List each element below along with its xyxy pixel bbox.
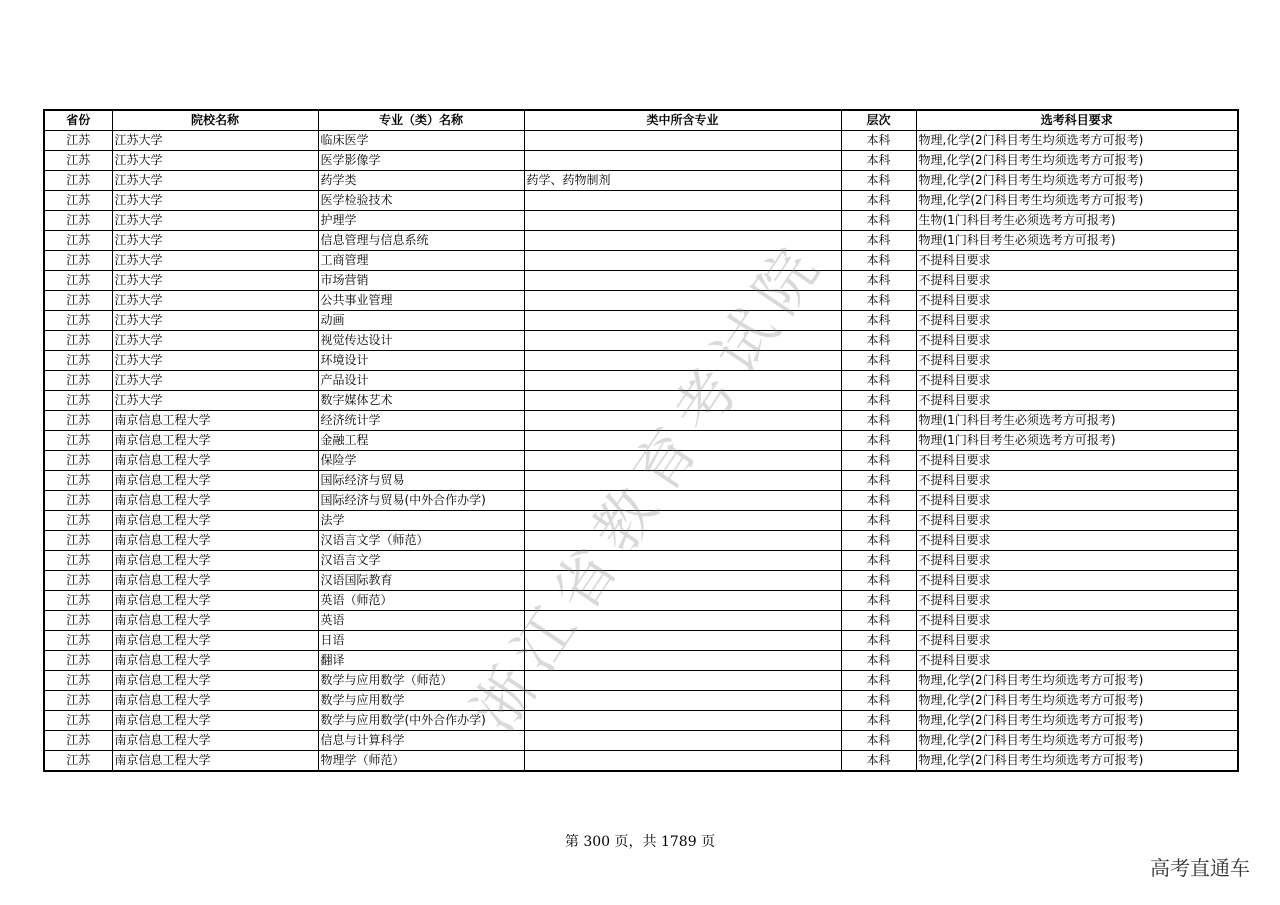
cell-subject-req: 不提科目要求: [916, 311, 1238, 331]
cell-province: 江苏: [44, 291, 112, 311]
header-province: 省份: [44, 110, 112, 131]
cell-school: 南京信息工程大学: [112, 651, 318, 671]
cell-major: 英语（师范）: [318, 591, 524, 611]
table-row: [44, 531, 1238, 551]
page-number: 第 300 页，共 1789 页: [564, 834, 716, 850]
cell-level: 本科: [841, 311, 916, 331]
cell-level: 本科: [841, 351, 916, 371]
cell-province: 江苏: [44, 171, 112, 191]
table-row: [44, 571, 1238, 591]
table-row: [44, 391, 1238, 411]
cell-school: 南京信息工程大学: [112, 611, 318, 631]
cell-major: 医学影像学: [318, 151, 524, 171]
cell-major: 产品设计: [318, 371, 524, 391]
cell-subject-req: 不提科目要求: [916, 251, 1238, 271]
cell-major: 金融工程: [318, 431, 524, 451]
cell-province: 江苏: [44, 711, 112, 731]
cell-level: 本科: [841, 571, 916, 591]
cell-sub-majors: [524, 451, 841, 471]
header-major: 专业（类）名称: [318, 110, 524, 131]
cell-sub-majors: [524, 391, 841, 411]
cell-subject-req: 物理,化学(2门科目考生均须选考方可报考): [916, 671, 1238, 691]
cell-subject-req: 不提科目要求: [916, 491, 1238, 511]
cell-sub-majors: [524, 711, 841, 731]
cell-subject-req: 物理,化学(2门科目考生均须选考方可报考): [916, 691, 1238, 711]
cell-subject-req: 不提科目要求: [916, 291, 1238, 311]
header-sub-majors: 类中所含专业: [524, 110, 841, 131]
cell-level: 本科: [841, 651, 916, 671]
cell-sub-majors: [524, 191, 841, 211]
cell-level: 本科: [841, 391, 916, 411]
cell-level: 本科: [841, 211, 916, 231]
cell-major: 国际经济与贸易: [318, 471, 524, 491]
cell-major: 临床医学: [318, 131, 524, 151]
table-row: [44, 731, 1238, 751]
cell-subject-req: 不提科目要求: [916, 451, 1238, 471]
cell-major: 汉语言文学: [318, 551, 524, 571]
cell-school: 江苏大学: [112, 151, 318, 171]
cell-school: 江苏大学: [112, 191, 318, 211]
cell-major: 数字媒体艺术: [318, 391, 524, 411]
cell-subject-req: 物理,化学(2门科目考生均须选考方可报考): [916, 171, 1238, 191]
cell-province: 江苏: [44, 151, 112, 171]
cell-school: 江苏大学: [112, 391, 318, 411]
cell-sub-majors: [524, 631, 841, 651]
cell-sub-majors: [524, 131, 841, 151]
table-row: [44, 511, 1238, 531]
cell-province: 江苏: [44, 691, 112, 711]
cell-school: 南京信息工程大学: [112, 411, 318, 431]
table-row: [44, 431, 1238, 451]
cell-school: 江苏大学: [112, 331, 318, 351]
cell-sub-majors: [524, 311, 841, 331]
cell-school: 江苏大学: [112, 251, 318, 271]
cell-major: 环境设计: [318, 351, 524, 371]
cell-school: 南京信息工程大学: [112, 691, 318, 711]
cell-subject-req: 不提科目要求: [916, 631, 1238, 651]
cell-province: 江苏: [44, 571, 112, 591]
cell-sub-majors: [524, 671, 841, 691]
cell-subject-req: 不提科目要求: [916, 591, 1238, 611]
cell-level: 本科: [841, 611, 916, 631]
cell-sub-majors: [524, 491, 841, 511]
table-row: [44, 591, 1238, 611]
cell-subject-req: 物理,化学(2门科目考生均须选考方可报考): [916, 711, 1238, 731]
cell-sub-majors: [524, 431, 841, 451]
cell-major: 公共事业管理: [318, 291, 524, 311]
cell-province: 江苏: [44, 411, 112, 431]
cell-sub-majors: [524, 611, 841, 631]
cell-level: 本科: [841, 451, 916, 471]
cell-sub-majors: 药学、药物制剂: [524, 171, 841, 191]
cell-level: 本科: [841, 331, 916, 351]
table-row: [44, 271, 1238, 291]
cell-level: 本科: [841, 411, 916, 431]
cell-subject-req: 不提科目要求: [916, 651, 1238, 671]
table-row: [44, 171, 1238, 191]
header-school: 院校名称: [112, 110, 318, 131]
cell-major: 动画: [318, 311, 524, 331]
cell-major: 英语: [318, 611, 524, 631]
cell-subject-req: 物理,化学(2门科目考生均须选考方可报考): [916, 131, 1238, 151]
table-row: [44, 491, 1238, 511]
cell-subject-req: 不提科目要求: [916, 271, 1238, 291]
cell-school: 南京信息工程大学: [112, 471, 318, 491]
cell-level: 本科: [841, 551, 916, 571]
cell-school: 江苏大学: [112, 271, 318, 291]
cell-school: 南京信息工程大学: [112, 631, 318, 651]
cell-major: 汉语言文学（师范）: [318, 531, 524, 551]
cell-sub-majors: [524, 691, 841, 711]
cell-province: 江苏: [44, 591, 112, 611]
cell-province: 江苏: [44, 331, 112, 351]
cell-level: 本科: [841, 531, 916, 551]
cell-subject-req: 不提科目要求: [916, 371, 1238, 391]
cell-province: 江苏: [44, 651, 112, 671]
cell-level: 本科: [841, 751, 916, 772]
cell-province: 江苏: [44, 511, 112, 531]
cell-school: 江苏大学: [112, 131, 318, 151]
table-row: [44, 751, 1238, 772]
cell-sub-majors: [524, 471, 841, 491]
table-row: [44, 351, 1238, 371]
cell-province: 江苏: [44, 191, 112, 211]
cell-level: 本科: [841, 131, 916, 151]
cell-school: 江苏大学: [112, 371, 318, 391]
cell-subject-req: 物理,化学(2门科目考生均须选考方可报考): [916, 191, 1238, 211]
cell-major: 市场营销: [318, 271, 524, 291]
cell-school: 南京信息工程大学: [112, 591, 318, 611]
cell-province: 江苏: [44, 631, 112, 651]
table-header-row: [44, 110, 1238, 131]
cell-major: 汉语国际教育: [318, 571, 524, 591]
cell-province: 江苏: [44, 751, 112, 772]
cell-level: 本科: [841, 491, 916, 511]
cell-major: 数学与应用数学（师范）: [318, 671, 524, 691]
table-row: [44, 191, 1238, 211]
cell-sub-majors: [524, 371, 841, 391]
cell-level: 本科: [841, 271, 916, 291]
cell-subject-req: 生物(1门科目考生必须选考方可报考): [916, 211, 1238, 231]
cell-school: 南京信息工程大学: [112, 531, 318, 551]
cell-major: 国际经济与贸易(中外合作办学): [318, 491, 524, 511]
cell-level: 本科: [841, 431, 916, 451]
watermark-text: 浙江省教育考试院: [459, 227, 840, 745]
cell-subject-req: 不提科目要求: [916, 531, 1238, 551]
cell-province: 江苏: [44, 671, 112, 691]
cell-sub-majors: [524, 331, 841, 351]
cell-province: 江苏: [44, 271, 112, 291]
cell-province: 江苏: [44, 391, 112, 411]
cell-province: 江苏: [44, 731, 112, 751]
cell-sub-majors: [524, 271, 841, 291]
cell-sub-majors: [524, 731, 841, 751]
cell-major: 医学检验技术: [318, 191, 524, 211]
cell-major: 经济统计学: [318, 411, 524, 431]
cell-level: 本科: [841, 631, 916, 651]
cell-school: 江苏大学: [112, 171, 318, 191]
header-level: 层次: [841, 110, 916, 131]
table-row: [44, 311, 1238, 331]
cell-level: 本科: [841, 371, 916, 391]
table-row: [44, 411, 1238, 431]
cell-level: 本科: [841, 591, 916, 611]
cell-school: 南京信息工程大学: [112, 711, 318, 731]
cell-sub-majors: [524, 231, 841, 251]
cell-province: 江苏: [44, 491, 112, 511]
cell-sub-majors: [524, 591, 841, 611]
table-row: [44, 471, 1238, 491]
cell-level: 本科: [841, 711, 916, 731]
cell-subject-req: 不提科目要求: [916, 331, 1238, 351]
cell-province: 江苏: [44, 311, 112, 331]
cell-subject-req: 不提科目要求: [916, 471, 1238, 491]
table-row: [44, 631, 1238, 651]
cell-level: 本科: [841, 731, 916, 751]
brand-label: 高考直通车: [1150, 856, 1250, 880]
cell-level: 本科: [841, 511, 916, 531]
cell-sub-majors: [524, 511, 841, 531]
cell-major: 信息与计算科学: [318, 731, 524, 751]
table-row: [44, 711, 1238, 731]
cell-school: 江苏大学: [112, 211, 318, 231]
cell-school: 南京信息工程大学: [112, 571, 318, 591]
cell-province: 江苏: [44, 211, 112, 231]
cell-school: 南京信息工程大学: [112, 751, 318, 772]
table-row: [44, 551, 1238, 571]
cell-subject-req: 物理,化学(2门科目考生均须选考方可报考): [916, 751, 1238, 772]
cell-school: 南京信息工程大学: [112, 671, 318, 691]
cell-subject-req: 不提科目要求: [916, 511, 1238, 531]
cell-subject-req: 物理(1门科目考生必须选考方可报考): [916, 231, 1238, 251]
cell-sub-majors: [524, 151, 841, 171]
cell-school: 南京信息工程大学: [112, 511, 318, 531]
cell-sub-majors: [524, 531, 841, 551]
cell-level: 本科: [841, 671, 916, 691]
cell-major: 信息管理与信息系统: [318, 231, 524, 251]
cell-subject-req: 物理(1门科目考生必须选考方可报考): [916, 411, 1238, 431]
table-body: [44, 131, 1238, 772]
cell-sub-majors: [524, 571, 841, 591]
table-row: [44, 331, 1238, 351]
cell-subject-req: 不提科目要求: [916, 551, 1238, 571]
cell-province: 江苏: [44, 531, 112, 551]
cell-province: 江苏: [44, 231, 112, 251]
cell-school: 南京信息工程大学: [112, 431, 318, 451]
cell-sub-majors: [524, 751, 841, 772]
table-row: [44, 451, 1238, 471]
cell-level: 本科: [841, 471, 916, 491]
cell-major: 日语: [318, 631, 524, 651]
cell-level: 本科: [841, 291, 916, 311]
cell-level: 本科: [841, 171, 916, 191]
cell-major: 翻译: [318, 651, 524, 671]
table-row: [44, 291, 1238, 311]
cell-major: 工商管理: [318, 251, 524, 271]
cell-school: 江苏大学: [112, 231, 318, 251]
cell-province: 江苏: [44, 371, 112, 391]
cell-school: 江苏大学: [112, 311, 318, 331]
cell-sub-majors: [524, 551, 841, 571]
cell-subject-req: 物理,化学(2门科目考生均须选考方可报考): [916, 151, 1238, 171]
cell-school: 江苏大学: [112, 291, 318, 311]
cell-level: 本科: [841, 231, 916, 251]
cell-major: 保险学: [318, 451, 524, 471]
header-subject-req: 选考科目要求: [916, 110, 1238, 131]
cell-subject-req: 不提科目要求: [916, 571, 1238, 591]
table-row: [44, 671, 1238, 691]
table-row: [44, 151, 1238, 171]
table-row: [44, 231, 1238, 251]
table-row: [44, 371, 1238, 391]
cell-province: 江苏: [44, 351, 112, 371]
cell-sub-majors: [524, 251, 841, 271]
table-row: [44, 211, 1238, 231]
admission-requirements-table: [43, 109, 1239, 772]
cell-province: 江苏: [44, 471, 112, 491]
table-row: [44, 251, 1238, 271]
cell-school: 南京信息工程大学: [112, 551, 318, 571]
cell-sub-majors: [524, 351, 841, 371]
cell-sub-majors: [524, 291, 841, 311]
cell-province: 江苏: [44, 431, 112, 451]
cell-sub-majors: [524, 211, 841, 231]
cell-province: 江苏: [44, 611, 112, 631]
cell-level: 本科: [841, 191, 916, 211]
cell-province: 江苏: [44, 451, 112, 471]
cell-province: 江苏: [44, 251, 112, 271]
cell-school: 南京信息工程大学: [112, 491, 318, 511]
cell-province: 江苏: [44, 551, 112, 571]
cell-subject-req: 不提科目要求: [916, 351, 1238, 371]
cell-major: 药学类: [318, 171, 524, 191]
cell-level: 本科: [841, 691, 916, 711]
table-row: [44, 651, 1238, 671]
cell-subject-req: 不提科目要求: [916, 611, 1238, 631]
cell-major: 数学与应用数学(中外合作办学): [318, 711, 524, 731]
cell-province: 江苏: [44, 131, 112, 151]
cell-major: 法学: [318, 511, 524, 531]
cell-subject-req: 不提科目要求: [916, 391, 1238, 411]
cell-major: 物理学（师范）: [318, 751, 524, 772]
cell-subject-req: 物理(1门科目考生必须选考方可报考): [916, 431, 1238, 451]
cell-school: 南京信息工程大学: [112, 731, 318, 751]
cell-school: 江苏大学: [112, 351, 318, 371]
cell-level: 本科: [841, 151, 916, 171]
cell-sub-majors: [524, 411, 841, 431]
cell-school: 南京信息工程大学: [112, 451, 318, 471]
table-row: [44, 691, 1238, 711]
cell-sub-majors: [524, 651, 841, 671]
table-row: [44, 131, 1238, 151]
cell-major: 视觉传达设计: [318, 331, 524, 351]
cell-subject-req: 物理,化学(2门科目考生均须选考方可报考): [916, 731, 1238, 751]
cell-major: 护理学: [318, 211, 524, 231]
cell-major: 数学与应用数学: [318, 691, 524, 711]
cell-level: 本科: [841, 251, 916, 271]
table-row: [44, 611, 1238, 631]
